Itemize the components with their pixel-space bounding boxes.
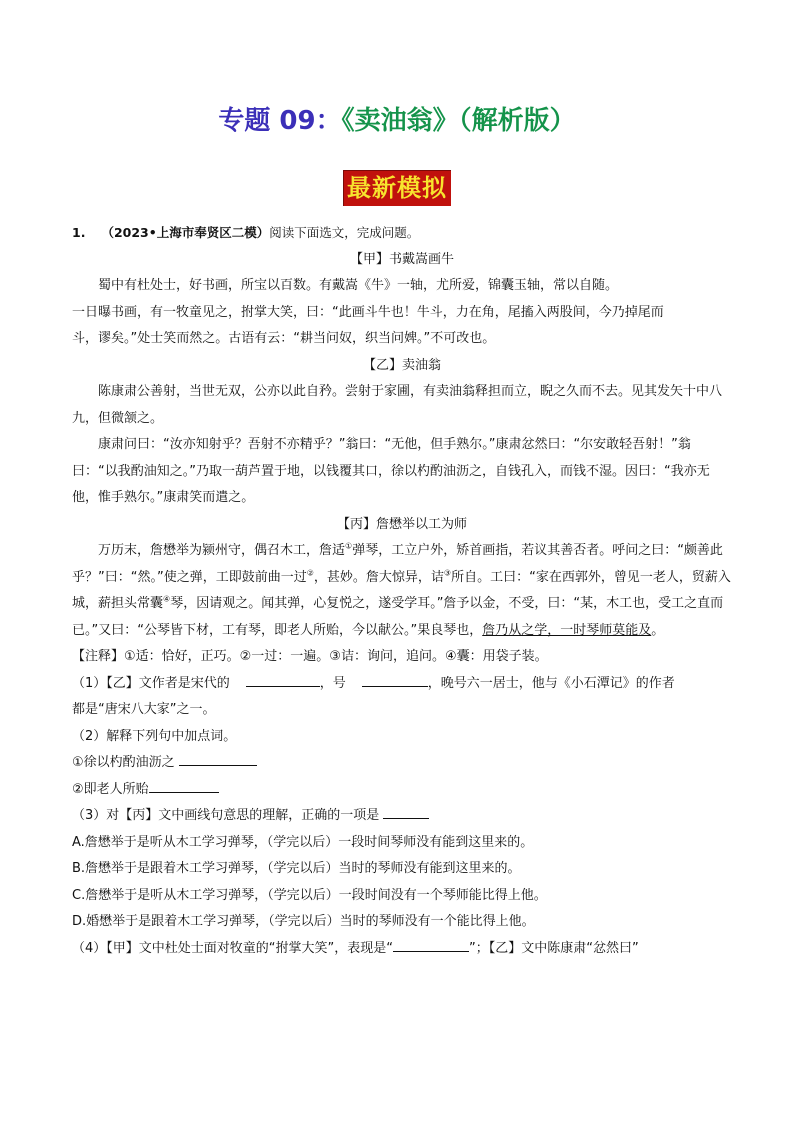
sub-question-1 xyxy=(72,671,732,698)
q1-part-b: ，号 xyxy=(319,675,346,691)
answer-blank-q4[interactable] xyxy=(393,937,469,952)
question-intro xyxy=(72,220,732,247)
answer-blank-q2-1[interactable] xyxy=(179,751,257,766)
option-b: B.詹懋举于是跟着木工学习弹琴，（学完以后）当时的琴师没有能到这里来的。 xyxy=(72,861,521,876)
title-topic: 专题 09： xyxy=(218,106,342,136)
note-marker-3: ③ xyxy=(443,568,452,578)
sub-question-2-item-2 xyxy=(72,777,732,804)
passage-a-para2-line1: 一日曝书画，有一牧童见之，拊掌大笑，曰：“此画斗牛也！牛斗，力在角，尾搐入两股间，今乃掉尾而 xyxy=(72,304,664,320)
passage-c-seg2: 弹琴，工立户外，矫首画指，若议其善否者。呼问之曰：“颇善此乎？”曰：“然。”使之弹，工即鼓前曲一过 xyxy=(72,543,723,585)
title-name: 《卖油翁》（解析版） xyxy=(341,106,576,136)
passage-b-para2: 康肃问曰：“汝亦知射乎？吾射不亦精乎？”翁曰：“无他，但手熟尔。”康肃忿然曰：“尔安敢轻吾射！”翁曰：“以我酌油知之。”乃取一葫芦置于地，以钱覆其口，徐以杓酌油沥之，自钱孔入，而钱不湿。因曰：“我亦无他，惟手熟尔。”康肃笑而遣之。 xyxy=(72,437,710,505)
note-marker-1: ① xyxy=(345,541,353,551)
question-number: 1. xyxy=(72,225,86,240)
passage-c-seg5: 琴，因请观之。闻其弹，心复悦之，遂受学耳。”詹予以金，不受，曰：“某，木工也，受工之直而已。”又曰：“公琴皆下材，工有琴，即老人所贻，今以献公。”果良琴也， xyxy=(72,596,724,638)
section-badge: 最新模拟 xyxy=(343,170,451,206)
q1-part-a: （1）【乙】文作者是宋代的 xyxy=(72,675,230,691)
sub-question-2: （2）解释下列句中加点词。 xyxy=(72,728,237,744)
passage-c-end: 。 xyxy=(651,622,665,638)
q4-part-b: ”；【乙】文中陈康肃“忿然曰” xyxy=(468,940,639,956)
option-d: D.婚懋举于是跟着木工学习弹琴，（学完以后）当时的琴师没有一个能比得上他。 xyxy=(72,914,535,929)
sub-question-1-cont: 都是“唐宋八大家”之一。 xyxy=(72,702,216,717)
q4-part-a: （4）【甲】文中杜处士面对牧童的“拊掌大笑”，表现是“ xyxy=(72,940,393,956)
q3-text: （3）对【丙】文中画线句意思的理解，正确的一项是 xyxy=(72,808,380,823)
passage-a-para1: 蜀中有杜处士，好书画，所宝以百数。有戴嵩《牛》一轴，尤所爱，锦囊玉轴，常以自随。 xyxy=(98,278,619,293)
passage-c-seg3: ，甚妙。詹大惊异，诘 xyxy=(313,569,444,585)
answer-blank-author[interactable] xyxy=(246,672,320,687)
q2-item-2-text: ②即老人所贻 xyxy=(72,781,149,797)
option-c: C.詹懋举于是听从木工学习弹琴，（学完以后）一段时间没有一个琴师能比得上他。 xyxy=(72,887,547,903)
passage-a-heading: 【甲】书戴嵩画牛 xyxy=(349,251,454,267)
passage-c-text xyxy=(72,538,732,644)
page-title xyxy=(0,100,794,137)
passage-c-seg1: 万历末，詹懋举为颍州守，偶召木工，詹适 xyxy=(98,543,346,558)
question-source: （2023•上海市奉贤区二模） xyxy=(101,225,270,240)
passage-c-heading: 【丙】詹懋举以工为师 xyxy=(336,516,467,532)
passage-b-para1: 陈康肃公善射，当世无双，公亦以此自矜。尝射于家圃，有卖油翁释担而立，睨之久而不去。见其发矢十中八九，但微颔之。 xyxy=(72,384,723,426)
option-a: A.詹懋举于是听从木工学习弹琴，（学完以后）一段时间琴师没有能到这里来的。 xyxy=(72,834,534,850)
passage-b-heading: 【乙】卖油翁 xyxy=(362,357,441,373)
sub-question-3 xyxy=(72,803,732,830)
underlined-sentence: 詹乃从之学，一时琴师莫能及 xyxy=(482,622,652,638)
sub-question-4 xyxy=(72,936,732,963)
question-prompt: 阅读下面选文，完成问题。 xyxy=(269,225,420,240)
answer-blank-alias[interactable] xyxy=(362,672,428,687)
sub-question-2-item-1 xyxy=(72,750,732,777)
annotation-notes: 【注释】①适：恰好，正巧。②一过：一遍。③诘：询问，追问。④囊：用袋子装。 xyxy=(72,649,548,664)
answer-blank-q2-2[interactable] xyxy=(149,778,219,793)
note-marker-4: ④ xyxy=(163,594,171,604)
passage-a-para2-line2: 斗，谬矣。”处士笑而然之。古语有云：“耕当问奴，织当问婢。”不可改也。 xyxy=(72,331,496,346)
q1-part-c: ，晚号六一居士，他与《小石潭记》的作者 xyxy=(427,675,675,691)
answer-blank-q3[interactable] xyxy=(383,804,429,819)
question-content xyxy=(72,220,732,962)
q2-item-1-text: ①徐以杓酌油沥之 xyxy=(72,755,175,770)
note-marker-2: ② xyxy=(306,568,314,578)
passage-c-seg4: 所自。工曰：“家在西郭外，曾见一老人，贸薪入城，薪担头常囊 xyxy=(72,569,731,611)
